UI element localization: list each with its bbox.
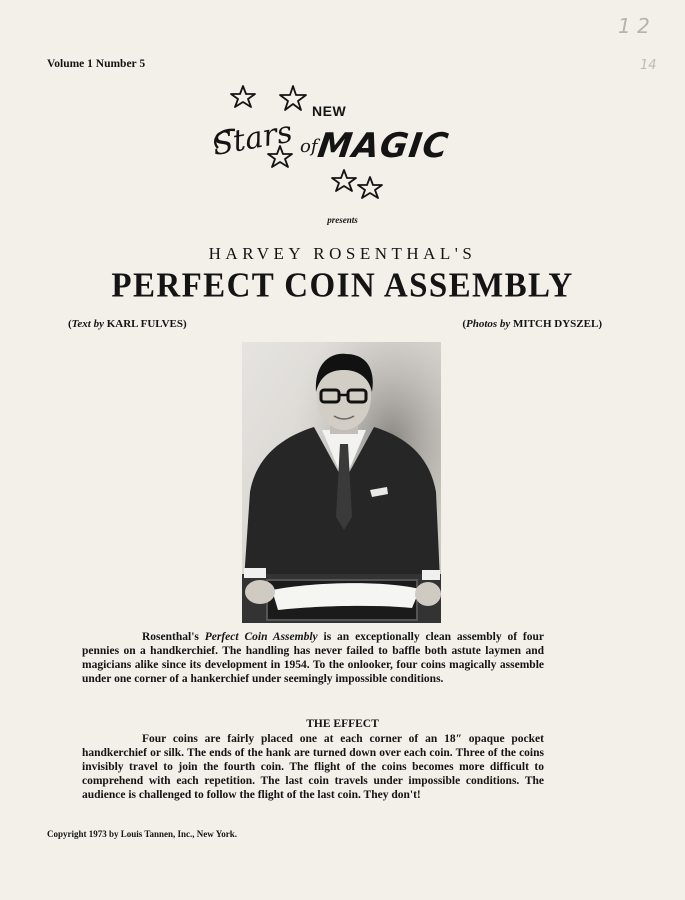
- logo-magic-text: MAGIC: [315, 126, 452, 166]
- star-icon: [280, 86, 306, 110]
- magician-photo: [242, 342, 441, 623]
- star-icon: [231, 86, 255, 107]
- logo-of-text: of: [300, 136, 318, 157]
- author-line: HARVEY ROSENTHAL'S: [208, 244, 477, 263]
- text-credit: (Text by KARL FULVES): [68, 318, 187, 330]
- presents-label: presents: [327, 215, 358, 225]
- effect-heading: THE EFFECT: [306, 718, 379, 730]
- effect-paragraph: Four coins are fairly placed one at each corner of an 18″ opaque pocket handkerchief or silk. The ends of the hank are turned down over each coin. Three of the coins invisibly travel to join the fourth coin. The flight of the coins becomes more difficult to comprehend with each repetition. The last coin travels under impossible conditions. The audience is challenged to follow the flight of the last coin. They don't!: [82, 733, 544, 801]
- photo-credit: (Photos by MITCH DYSZEL): [462, 318, 602, 330]
- page-title: PERFECT COIN ASSEMBLY: [111, 267, 574, 305]
- intro-paragraph: Rosenthal's Perfect Coin Assembly is an exceptionally clean assembly of four pennies on a handkerchief. The handling has never failed to baffle both astute laymen and magicians alike since its development in 1954. To the onlooker, four coins magically assemble under one corner of a hankerchief under seemingly impossible conditions.: [82, 631, 544, 685]
- pencil-annotation: 1 2: [618, 14, 650, 38]
- logo-stars-text: Stars: [209, 114, 296, 163]
- volume-number: Volume 1 Number 5: [47, 58, 146, 70]
- copyright-notice: Copyright 1973 by Louis Tannen, Inc., New York.: [47, 829, 237, 839]
- star-icon: [332, 170, 356, 191]
- star-icon: [358, 177, 382, 198]
- pencil-annotation-2: 14: [640, 58, 657, 73]
- logo-new-text: NEW: [312, 103, 347, 119]
